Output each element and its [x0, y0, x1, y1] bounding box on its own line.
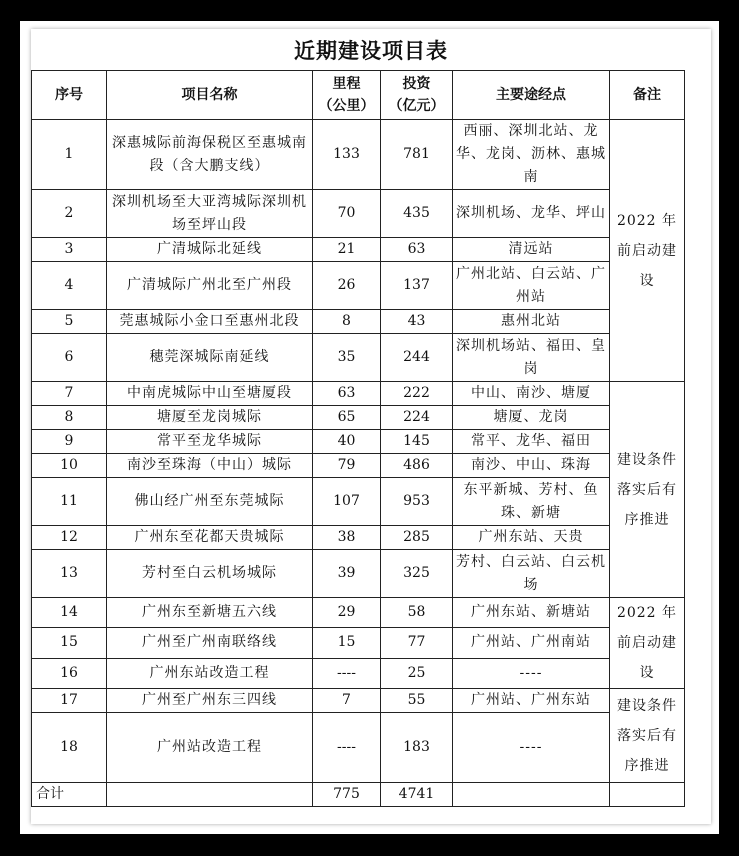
cell-name: 广州站改造工程	[107, 713, 313, 783]
cell-invest: 55	[381, 689, 453, 713]
cell-stations: 广州站、广州东站	[453, 689, 610, 713]
total-length: 775	[313, 783, 381, 807]
cell-invest: 285	[381, 526, 453, 550]
cell-stations: 深圳机场、龙华、坪山	[453, 190, 610, 238]
cell-invest: 224	[381, 406, 453, 430]
cell-stations: 中山、南沙、塘厦	[453, 382, 610, 406]
cell-length: 8	[313, 310, 381, 334]
total-row	[32, 783, 685, 807]
cell-no: 18	[32, 713, 107, 783]
table-row	[32, 406, 685, 430]
cell-no: 9	[32, 430, 107, 454]
cell-name: 芳村至白云机场城际	[107, 550, 313, 598]
cell-length: 29	[313, 598, 381, 628]
cell-invest: 781	[381, 120, 453, 190]
cell-stations: 清远站	[453, 238, 610, 262]
cell-name: 广州至广州东三四线	[107, 689, 313, 713]
cell-invest: 25	[381, 658, 453, 688]
cell-name: 中南虎城际中山至塘厦段	[107, 382, 313, 406]
cell-stations: 芳村、白云站、白云机场	[453, 550, 610, 598]
cell-length: 65	[313, 406, 381, 430]
cell-stations: 西丽、深圳北站、龙华、龙岗、沥林、惠城南	[453, 120, 610, 190]
table-row	[32, 526, 685, 550]
total-invest: 4741	[381, 783, 453, 807]
table-row	[32, 478, 685, 526]
cell-name: 塘厦至龙岗城际	[107, 406, 313, 430]
cell-length: ----	[313, 713, 381, 783]
table-row	[32, 598, 685, 628]
header-invest	[381, 71, 453, 120]
cell-no: 12	[32, 526, 107, 550]
cell-no: 11	[32, 478, 107, 526]
cell-no: 13	[32, 550, 107, 598]
cell-invest: 58	[381, 598, 453, 628]
header-length-label: 里程	[332, 76, 361, 92]
table-row	[32, 454, 685, 478]
cell-name: 广清城际北延线	[107, 238, 313, 262]
table-row	[32, 658, 685, 688]
header-stations: 主要途经点	[453, 71, 610, 120]
total-label: 合计	[32, 783, 107, 807]
cell-length: 26	[313, 262, 381, 310]
header-invest-label: 投资	[402, 76, 431, 92]
note-group-1: 2022 年前启动建设	[610, 120, 685, 382]
table-row	[32, 628, 685, 658]
cell-name: 南沙至珠海（中山）城际	[107, 454, 313, 478]
table-row	[32, 310, 685, 334]
cell-invest: 325	[381, 550, 453, 598]
cell-stations: 常平、龙华、福田	[453, 430, 610, 454]
cell-stations: 广州东站、新塘站	[453, 598, 610, 628]
cell-name: 广清城际广州北至广州段	[107, 262, 313, 310]
cell-no: 4	[32, 262, 107, 310]
cell-no: 3	[32, 238, 107, 262]
cell-length: 133	[313, 120, 381, 190]
cell-name: 广州至广州南联络线	[107, 628, 313, 658]
cell-stations: 深圳机场站、福田、皇岗	[453, 334, 610, 382]
table-row	[32, 713, 685, 783]
cell-invest: 953	[381, 478, 453, 526]
cell-name: 佛山经广州至东莞城际	[107, 478, 313, 526]
cell-name: 常平至龙华城际	[107, 430, 313, 454]
table-row	[32, 689, 685, 713]
cell-name: 广州东站改造工程	[107, 658, 313, 688]
cell-stations: 惠州北站	[453, 310, 610, 334]
cell-invest: 222	[381, 382, 453, 406]
cell-name: 穗莞深城际南延线	[107, 334, 313, 382]
cell-no: 10	[32, 454, 107, 478]
total-note-empty	[610, 783, 685, 807]
cell-invest: 244	[381, 334, 453, 382]
cell-invest: 43	[381, 310, 453, 334]
table-title: 近期建设项目表	[294, 39, 448, 63]
cell-length: 70	[313, 190, 381, 238]
cell-stations: 东平新城、芳村、鱼珠、新塘	[453, 478, 610, 526]
cell-name: 深惠城际前海保税区至惠城南段（含大鹏支线）	[107, 120, 313, 190]
cell-no: 6	[32, 334, 107, 382]
cell-invest: 486	[381, 454, 453, 478]
table-row	[32, 550, 685, 598]
cell-stations: 塘厦、龙岗	[453, 406, 610, 430]
cell-no: 1	[32, 120, 107, 190]
table-row	[32, 238, 685, 262]
cell-name: 莞惠城际小金口至惠州北段	[107, 310, 313, 334]
header-name: 项目名称	[107, 71, 313, 120]
table-row	[32, 382, 685, 406]
cell-no: 16	[32, 658, 107, 688]
cell-length: 79	[313, 454, 381, 478]
cell-invest: 63	[381, 238, 453, 262]
cell-name: 广州东至新塘五六线	[107, 598, 313, 628]
note-group-4: 建设条件落实后有序推进	[610, 689, 685, 783]
header-no: 序号	[32, 71, 107, 120]
cell-length: 107	[313, 478, 381, 526]
cell-stations: 广州北站、白云站、广州站	[453, 262, 610, 310]
header-note: 备注	[610, 71, 685, 120]
table-row	[32, 262, 685, 310]
header-row	[32, 71, 685, 120]
header-length-unit: （公里）	[318, 98, 375, 114]
note-group-3: 2022 年前启动建设	[610, 598, 685, 689]
cell-invest: 435	[381, 190, 453, 238]
cell-length: 7	[313, 689, 381, 713]
cell-length: 40	[313, 430, 381, 454]
cell-length: 21	[313, 238, 381, 262]
cell-no: 14	[32, 598, 107, 628]
cell-name: 深圳机场至大亚湾城际深圳机场至坪山段	[107, 190, 313, 238]
cell-stations: ----	[453, 713, 610, 783]
cell-length: 15	[313, 628, 381, 658]
cell-length: 39	[313, 550, 381, 598]
total-name-empty	[107, 783, 313, 807]
cell-stations: 广州东站、天贵	[453, 526, 610, 550]
project-table	[31, 70, 685, 807]
cell-no: 15	[32, 628, 107, 658]
header-invest-unit: （亿元）	[388, 98, 445, 114]
cell-no: 8	[32, 406, 107, 430]
note-group-2: 建设条件落实后有序推进	[610, 382, 685, 598]
cell-invest: 137	[381, 262, 453, 310]
cell-stations: ----	[453, 658, 610, 688]
cell-invest: 183	[381, 713, 453, 783]
cell-length: 35	[313, 334, 381, 382]
total-stations-empty	[453, 783, 610, 807]
cell-no: 17	[32, 689, 107, 713]
table-row	[32, 120, 685, 190]
cell-stations: 广州站、广州南站	[453, 628, 610, 658]
cell-stations: 南沙、中山、珠海	[453, 454, 610, 478]
table-row	[32, 190, 685, 238]
cell-name: 广州东至花都天贵城际	[107, 526, 313, 550]
cell-no: 5	[32, 310, 107, 334]
cell-invest: 145	[381, 430, 453, 454]
cell-no: 2	[32, 190, 107, 238]
table-row	[32, 334, 685, 382]
cell-invest: 77	[381, 628, 453, 658]
cell-length: ----	[313, 658, 381, 688]
cell-no: 7	[32, 382, 107, 406]
cell-length: 63	[313, 382, 381, 406]
cell-length: 38	[313, 526, 381, 550]
header-length	[313, 71, 381, 120]
table-row	[32, 430, 685, 454]
